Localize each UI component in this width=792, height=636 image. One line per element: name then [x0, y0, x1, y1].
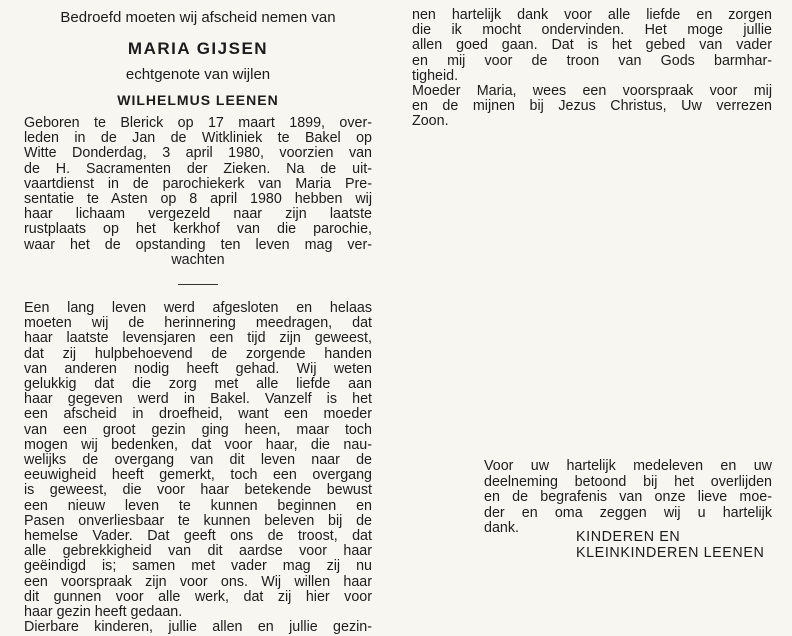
text-line: Pasen onverliesbaar te kunnen beleven bij de	[24, 512, 372, 529]
text-line: Voor uw hartelijk medeleven en uw	[484, 458, 772, 474]
relation-text: echtgenote van wijlen	[125, 66, 271, 83]
text-line: welijks de overgang van dit leven naar de	[24, 452, 372, 469]
signature-line: KINDEREN EN	[576, 529, 681, 545]
text-line: vaartdienst in de parochiekerk van Maria Pre-	[24, 175, 372, 192]
text-line: Dierbare kinderen, jullie allen en jullie gezin-	[24, 619, 372, 636]
text-line: leden in de Jan de Witkliniek te Bakel op	[24, 130, 372, 147]
deceased-name: MARIA GIJSEN	[127, 39, 269, 58]
text-line: van een groot gezin ging heen, maar toch	[24, 421, 372, 438]
text-line: een voorspraak zijn voor ons. Wij willen haar	[24, 573, 372, 590]
text-line: tigheid.	[412, 67, 459, 84]
text-line: is geweest, die voor haar betekende bewust	[24, 482, 372, 499]
divider	[178, 284, 218, 285]
text-line: gelukkig dat die zorg met alle liefde aan	[24, 376, 372, 393]
text-line: der en oma zeggen wij u hartelijk	[484, 504, 772, 521]
text-line: allen goed gaan. Dat is het gebed van vader	[412, 37, 772, 54]
text-line: dank.	[484, 520, 519, 536]
text-line: dat zij hulpbehoevend de zorgende handen	[24, 345, 372, 362]
text-line: haar laatste levensjaren een tijd zijn geweest,	[24, 330, 372, 347]
signature-line: KLEINKINDEREN LEENEN	[576, 544, 765, 561]
continuation-paragraph	[412, 8, 772, 130]
text-line: eeuwigheid heeft gemerkt, toch een overgang	[24, 467, 372, 484]
text-line: een afscheid in droefheid, want een moeder	[24, 406, 372, 423]
text-line: Geboren te Blerick op 17 maart 1899, over-	[24, 115, 372, 131]
text-line: de H. Sacramenten der Zieken. Na de uit-	[24, 160, 372, 177]
text-line: en mij voor de troon van Gods barmhar-	[412, 52, 772, 69]
biography-paragraph	[24, 116, 372, 268]
text-line: een nieuw leven te kunnen beginnen en	[24, 497, 372, 514]
text-line: dit gunnen voor alle werk, dat zij hier voor	[24, 588, 372, 605]
text-line: van anderen nodig heeft gehad. Wij weten	[24, 360, 372, 377]
text-line: geëindigd is; samen met vader mag zij nu	[24, 558, 372, 575]
spouse-name: WILHELMUS LEENEN	[117, 92, 279, 108]
text-line: haar lichaam vergezeld naar zijn laatste	[24, 206, 372, 223]
text-line: haar gezin heeft gedaan.	[24, 604, 183, 621]
left-column	[24, 8, 372, 636]
text-line: Moeder Maria, wees een voorspraak voor mij	[412, 83, 772, 100]
text-line: nen hartelijk dank voor alle liefde en zorgen	[412, 7, 772, 23]
text-line: Witte Donderdag, 3 april 1980, voorzien van	[24, 145, 372, 162]
intro-text: Bedroefd moeten wij afscheid nemen van	[60, 9, 336, 26]
text-line: die ik mocht ondervinden. Het moge jullie	[412, 22, 772, 39]
text-line: wachten	[171, 251, 225, 268]
text-line: waar het de opstanding ten leven mag ver-	[24, 236, 372, 253]
right-column	[412, 8, 772, 130]
text-line: hemelse Vader. Dat geeft ons de troost, dat	[24, 528, 372, 545]
signature	[576, 530, 776, 561]
text-line: deelneming betoond bij het overlijden	[484, 473, 772, 490]
thanks-paragraph	[484, 459, 772, 537]
text-line: Zoon.	[412, 113, 449, 130]
text-line: en de mijnen bij Jezus Christus, Uw verrezen	[412, 98, 772, 115]
text-line: mogen wij bedenken, dat voor haar, die nau-	[24, 436, 372, 453]
text-line: moeten wij de herinnering meedragen, dat	[24, 315, 372, 332]
text-line: alle gebrekkigheid van dit aardse voor haar	[24, 543, 372, 560]
text-line: sentatie te Asten op 8 april 1980 hebben wij	[24, 191, 372, 208]
meditation-paragraph	[24, 301, 372, 635]
text-line: en de begrafenis van onze lieve moe-	[484, 489, 772, 505]
text-line: rustplaats op het kerkhof van die parochie,	[24, 221, 372, 238]
text-line: Een lang leven werd afgesloten en helaas	[24, 300, 372, 317]
text-line: haar gegeven werd in Bakel. Vanzelf is het	[24, 391, 372, 408]
